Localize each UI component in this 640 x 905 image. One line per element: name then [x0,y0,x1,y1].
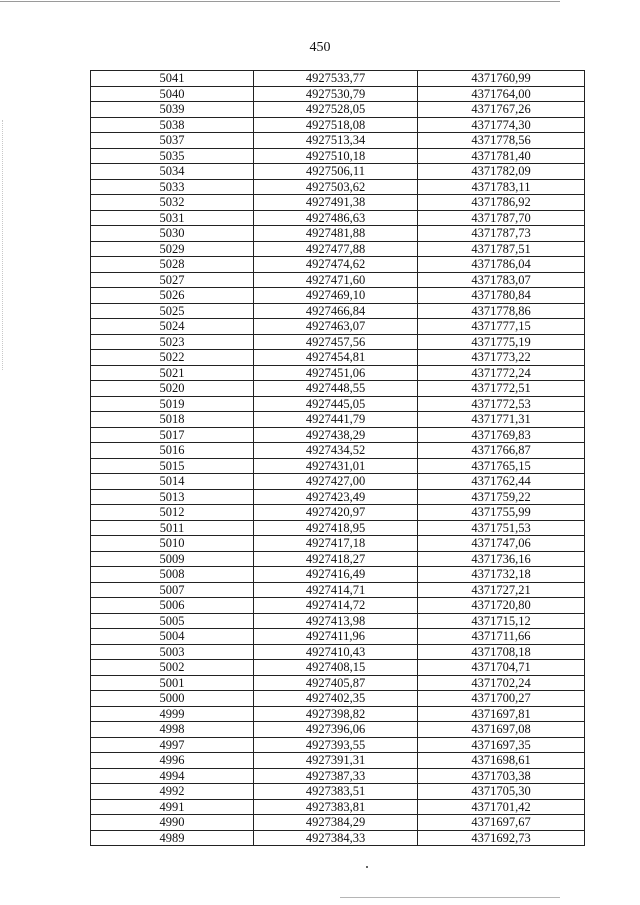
y-coordinate-cell: 4371697,35 [418,737,585,753]
x-coordinate-cell: 4927410,43 [254,644,418,660]
x-coordinate-cell: 4927474,62 [254,257,418,273]
y-coordinate-cell: 4371697,67 [418,815,585,831]
point-number-cell: 4999 [91,706,254,722]
point-number-cell: 5035 [91,148,254,164]
y-coordinate-cell: 4371774,30 [418,117,585,133]
y-coordinate-cell: 4371727,21 [418,582,585,598]
point-number-cell: 5040 [91,86,254,102]
x-coordinate-cell: 4927448,55 [254,381,418,397]
table-row [91,319,585,335]
x-coordinate-cell: 4927477,88 [254,241,418,257]
y-coordinate-cell: 4371772,53 [418,396,585,412]
point-number-cell: 5031 [91,210,254,226]
point-number-cell: 5011 [91,520,254,536]
y-coordinate-cell: 4371769,83 [418,427,585,443]
y-coordinate-cell: 4371736,16 [418,551,585,567]
table-row [91,768,585,784]
y-coordinate-cell: 4371732,18 [418,567,585,583]
y-coordinate-cell: 4371762,44 [418,474,585,490]
x-coordinate-cell: 4927405,87 [254,675,418,691]
point-number-cell: 5002 [91,660,254,676]
x-coordinate-cell: 4927418,95 [254,520,418,536]
x-coordinate-cell: 4927463,07 [254,319,418,335]
x-coordinate-cell: 4927503,62 [254,179,418,195]
x-coordinate-cell: 4927506,11 [254,164,418,180]
x-coordinate-cell: 4927414,71 [254,582,418,598]
coordinates-table [90,70,585,846]
table-row [91,691,585,707]
table-row [91,288,585,304]
y-coordinate-cell: 4371786,04 [418,257,585,273]
x-coordinate-cell: 4927423,49 [254,489,418,505]
table-row [91,629,585,645]
y-coordinate-cell: 4371751,53 [418,520,585,536]
x-coordinate-cell: 4927414,72 [254,598,418,614]
point-number-cell: 5007 [91,582,254,598]
table-row [91,272,585,288]
y-coordinate-cell: 4371760,99 [418,71,585,87]
point-number-cell: 5018 [91,412,254,428]
table-row [91,706,585,722]
point-number-cell: 5012 [91,505,254,521]
x-coordinate-cell: 4927396,06 [254,722,418,738]
point-number-cell: 5015 [91,458,254,474]
table-row [91,241,585,257]
x-coordinate-cell: 4927408,15 [254,660,418,676]
y-coordinate-cell: 4371704,71 [418,660,585,676]
x-coordinate-cell: 4927441,79 [254,412,418,428]
point-number-cell: 5014 [91,474,254,490]
x-coordinate-cell: 4927471,60 [254,272,418,288]
table-row [91,815,585,831]
table-row [91,350,585,366]
y-coordinate-cell: 4371705,30 [418,784,585,800]
y-coordinate-cell: 4371767,26 [418,102,585,118]
point-number-cell: 5034 [91,164,254,180]
table-row [91,102,585,118]
table-row [91,799,585,815]
y-coordinate-cell: 4371702,24 [418,675,585,691]
x-coordinate-cell: 4927466,84 [254,303,418,319]
y-coordinate-cell: 4371772,51 [418,381,585,397]
point-number-cell: 5032 [91,195,254,211]
x-coordinate-cell: 4927417,18 [254,536,418,552]
x-coordinate-cell: 4927413,98 [254,613,418,629]
point-number-cell: 5003 [91,644,254,660]
table-row [91,179,585,195]
x-coordinate-cell: 4927454,81 [254,350,418,366]
table-row [91,381,585,397]
table-row [91,520,585,536]
y-coordinate-cell: 4371781,40 [418,148,585,164]
table-row [91,784,585,800]
point-number-cell: 5038 [91,117,254,133]
point-number-cell: 4990 [91,815,254,831]
point-number-cell: 5027 [91,272,254,288]
x-coordinate-cell: 4927387,33 [254,768,418,784]
point-number-cell: 5019 [91,396,254,412]
point-number-cell: 5023 [91,334,254,350]
point-number-cell: 4989 [91,830,254,846]
point-number-cell: 5037 [91,133,254,149]
point-number-cell: 5009 [91,551,254,567]
x-coordinate-cell: 4927416,49 [254,567,418,583]
table-row [91,582,585,598]
point-number-cell: 5030 [91,226,254,242]
table-row [91,489,585,505]
y-coordinate-cell: 4371692,73 [418,830,585,846]
table-row [91,551,585,567]
x-coordinate-cell: 4927445,05 [254,396,418,412]
point-number-cell: 5010 [91,536,254,552]
x-coordinate-cell: 4927518,08 [254,117,418,133]
y-coordinate-cell: 4371747,06 [418,536,585,552]
y-coordinate-cell: 4371772,24 [418,365,585,381]
y-coordinate-cell: 4371787,51 [418,241,585,257]
x-coordinate-cell: 4927431,01 [254,458,418,474]
y-coordinate-cell: 4371759,22 [418,489,585,505]
y-coordinate-cell: 4371703,38 [418,768,585,784]
point-number-cell: 5013 [91,489,254,505]
x-coordinate-cell: 4927402,35 [254,691,418,707]
table-row [91,458,585,474]
point-number-cell: 5005 [91,613,254,629]
x-coordinate-cell: 4927438,29 [254,427,418,443]
x-coordinate-cell: 4927469,10 [254,288,418,304]
point-number-cell: 5006 [91,598,254,614]
table-row [91,117,585,133]
table-row [91,257,585,273]
y-coordinate-cell: 4371783,11 [418,179,585,195]
table-row [91,567,585,583]
x-coordinate-cell: 4927393,55 [254,737,418,753]
x-coordinate-cell: 4927398,82 [254,706,418,722]
table-row [91,598,585,614]
table-row [91,613,585,629]
x-coordinate-cell: 4927418,27 [254,551,418,567]
stray-dot-mark [366,866,368,868]
table-row [91,164,585,180]
y-coordinate-cell: 4371765,15 [418,458,585,474]
x-coordinate-cell: 4927383,81 [254,799,418,815]
point-number-cell: 5026 [91,288,254,304]
point-number-cell: 4997 [91,737,254,753]
y-coordinate-cell: 4371777,15 [418,319,585,335]
table-row [91,722,585,738]
x-coordinate-cell: 4927384,29 [254,815,418,831]
point-number-cell: 5001 [91,675,254,691]
x-coordinate-cell: 4927510,18 [254,148,418,164]
point-number-cell: 5024 [91,319,254,335]
point-number-cell: 5029 [91,241,254,257]
x-coordinate-cell: 4927383,51 [254,784,418,800]
point-number-cell: 4998 [91,722,254,738]
table-row [91,830,585,846]
x-coordinate-cell: 4927384,33 [254,830,418,846]
x-coordinate-cell: 4927528,05 [254,102,418,118]
table-row [91,660,585,676]
point-number-cell: 5016 [91,443,254,459]
x-coordinate-cell: 4927451,06 [254,365,418,381]
y-coordinate-cell: 4371755,99 [418,505,585,521]
point-number-cell: 5033 [91,179,254,195]
table-row [91,86,585,102]
y-coordinate-cell: 4371787,70 [418,210,585,226]
table-row [91,334,585,350]
scan-edge-left [2,120,3,370]
y-coordinate-cell: 4371711,66 [418,629,585,645]
x-coordinate-cell: 4927530,79 [254,86,418,102]
scan-edge-top [0,1,560,2]
y-coordinate-cell: 4371700,27 [418,691,585,707]
table-row [91,148,585,164]
table-row [91,303,585,319]
x-coordinate-cell: 4927434,52 [254,443,418,459]
table-row [91,474,585,490]
coordinates-table-body [91,71,585,846]
x-coordinate-cell: 4927427,00 [254,474,418,490]
point-number-cell: 5020 [91,381,254,397]
table-row [91,226,585,242]
x-coordinate-cell: 4927411,96 [254,629,418,645]
y-coordinate-cell: 4371697,81 [418,706,585,722]
table-row [91,536,585,552]
point-number-cell: 5025 [91,303,254,319]
table-row [91,753,585,769]
table-row [91,505,585,521]
y-coordinate-cell: 4371787,73 [418,226,585,242]
point-number-cell: 5008 [91,567,254,583]
point-number-cell: 5039 [91,102,254,118]
point-number-cell: 4994 [91,768,254,784]
point-number-cell: 5000 [91,691,254,707]
table-row [91,675,585,691]
table-row [91,396,585,412]
point-number-cell: 5041 [91,71,254,87]
y-coordinate-cell: 4371766,87 [418,443,585,459]
x-coordinate-cell: 4927533,77 [254,71,418,87]
y-coordinate-cell: 4371701,42 [418,799,585,815]
x-coordinate-cell: 4927481,88 [254,226,418,242]
x-coordinate-cell: 4927513,34 [254,133,418,149]
table-row [91,737,585,753]
point-number-cell: 5004 [91,629,254,645]
y-coordinate-cell: 4371778,56 [418,133,585,149]
y-coordinate-cell: 4371715,12 [418,613,585,629]
page-number: 450 [309,40,331,55]
table-row [91,427,585,443]
point-number-cell: 5021 [91,365,254,381]
y-coordinate-cell: 4371783,07 [418,272,585,288]
table-row [91,443,585,459]
point-number-cell: 4992 [91,784,254,800]
y-coordinate-cell: 4371778,86 [418,303,585,319]
table-row [91,644,585,660]
table-row [91,195,585,211]
table-row [91,412,585,428]
point-number-cell: 5022 [91,350,254,366]
x-coordinate-cell: 4927457,56 [254,334,418,350]
point-number-cell: 5017 [91,427,254,443]
table-row [91,365,585,381]
y-coordinate-cell: 4371771,31 [418,412,585,428]
x-coordinate-cell: 4927491,38 [254,195,418,211]
table-row [91,71,585,87]
x-coordinate-cell: 4927391,31 [254,753,418,769]
y-coordinate-cell: 4371782,09 [418,164,585,180]
y-coordinate-cell: 4371773,22 [418,350,585,366]
y-coordinate-cell: 4371780,84 [418,288,585,304]
x-coordinate-cell: 4927420,97 [254,505,418,521]
point-number-cell: 5028 [91,257,254,273]
y-coordinate-cell: 4371708,18 [418,644,585,660]
point-number-cell: 4991 [91,799,254,815]
y-coordinate-cell: 4371775,19 [418,334,585,350]
y-coordinate-cell: 4371786,92 [418,195,585,211]
table-row [91,133,585,149]
y-coordinate-cell: 4371697,08 [418,722,585,738]
y-coordinate-cell: 4371720,80 [418,598,585,614]
table-row [91,210,585,226]
scan-edge-bottom [340,897,560,898]
x-coordinate-cell: 4927486,63 [254,210,418,226]
point-number-cell: 4996 [91,753,254,769]
y-coordinate-cell: 4371698,61 [418,753,585,769]
y-coordinate-cell: 4371764,00 [418,86,585,102]
